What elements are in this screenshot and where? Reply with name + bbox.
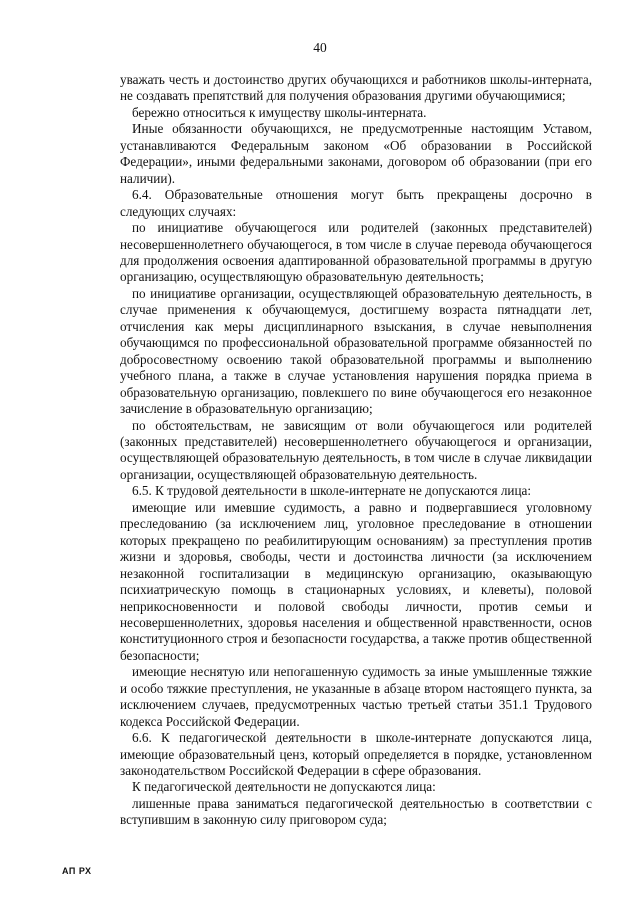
section-6-5: 6.5. К трудовой деятельности в школе-интернате не допускаются лица: — [132, 483, 532, 499]
paragraph: Иные обязанности обучающихся, не предусмотренные настоящим Уставом, устанавливаются Федеральным законом «Об образовании в Российской Федерации», иными федеральными законами, договором об образовании (при его наличии). — [120, 121, 592, 186]
paragraph: имеющие или имевшие судимость, а равно и подвергавшиеся уголовному преследованию (за исключением лиц, уголовное преследование в отношении которых прекращено по реабилитирующим основаниям) за преступления против жизни и здоровья, свободы, чести и достоинства личности (за исключением незаконной госпитализации в медицинскую организацию, оказывающую психиатрическую помощь в стационарных условиях, и клеветы), половой неприкосновенности и половой свободы личности, против семьи и несовершеннолетних, здоровья населения и общественной нравственности, основ конституционного строя и безопасности государства, а также против общественной безопасности; — [120, 499, 592, 663]
footer-code: АП РХ — [62, 866, 92, 876]
document-body — [120, 72, 592, 829]
paragraph: бережно относиться к имуществу школы-интерната. — [132, 104, 427, 120]
paragraph: уважать честь и достоинство других обучающихся и работников школы-интерната, не создавать препятствий для получения образования другими обучающимися; — [120, 72, 592, 104]
section-6-6: 6.6. К педагогической деятельности в школе-интернате допускаются лица, имеющие образовательный ценз, который определяется в порядке, установленном законодательством Российской Федерации в сфере образования. — [120, 730, 592, 779]
paragraph: имеющие неснятую или непогашенную судимость за иные умышленные тяжкие и особо тяжкие преступления, не указанные в абзаце втором настоящего пункта, за исключением случаев, предусмотренных частью третьей статьи 351.1 Трудового кодекса Российской Федерации. — [120, 664, 592, 729]
page-number: 40 — [313, 40, 327, 55]
paragraph: по инициативе обучающегося или родителей (законных представителей) несовершеннолетнего обучающегося, в том числе в случае перевода обучающегося для продолжения освоения адаптированной образовательной программы в другую организацию, осуществляющую образовательную деятельность; — [120, 220, 592, 285]
paragraph: К педагогической деятельности не допускаются лица: — [132, 779, 436, 795]
section-6-4: 6.4. Образовательные отношения могут быть прекращены досрочно в следующих случаях: — [120, 187, 592, 219]
paragraph: лишенные права заниматься педагогической деятельностью в соответствии с вступившим в законную силу приговором суда; — [120, 795, 592, 828]
paragraph: по обстоятельствам, не зависящим от воли обучающегося или родителей (законных представителей) несовершеннолетнего обучающегося и организации, осуществляющей образовательную деятельность, в том числе в случае ликвидации организации, осуществляющей образовательную деятельность. — [120, 417, 592, 482]
paragraph: по инициативе организации, осуществляющей образовательную деятельность, в случае применения к обучающемуся, достигшему возраста пятнадцати лет, отчисления как меры дисциплинарного взыскания, в случае невыполнения обучающимся по профессиональной образовательной программе обязанностей по добросовестному освоению такой образовательной программы и выполнению учебного плана, а также в случае установления нарушения порядка приема в образовательную организацию, повлекшего по вине обучающегося его незаконное зачисление в образовательную организацию; — [120, 285, 592, 417]
